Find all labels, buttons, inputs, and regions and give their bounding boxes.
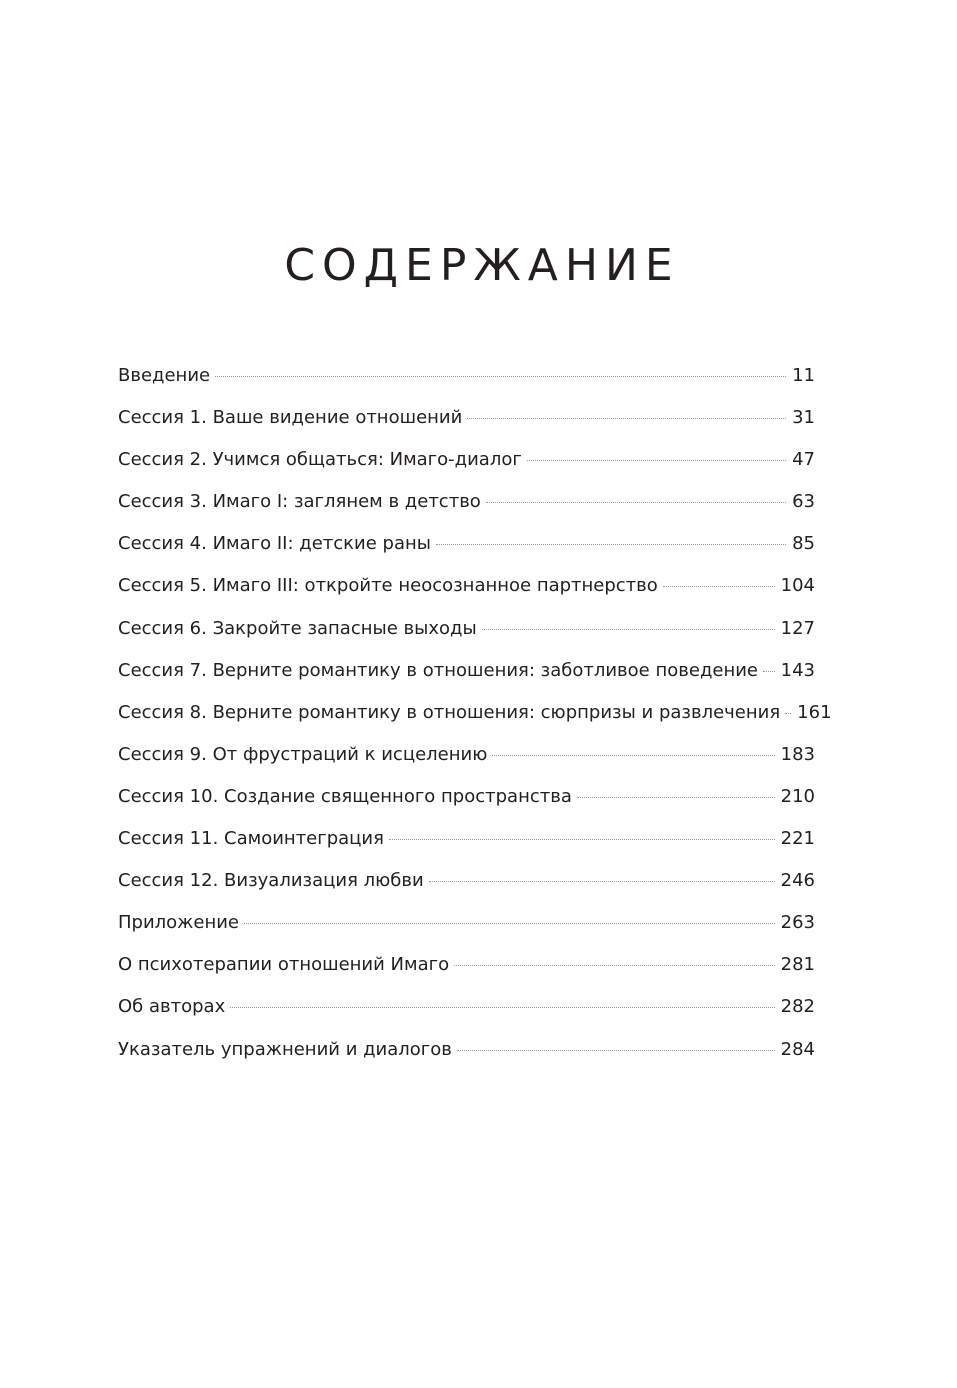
dot-leader — [215, 376, 786, 377]
toc-entry-title: Сессия 6. Закройте запасные выходы — [118, 617, 477, 639]
dot-leader — [577, 797, 775, 798]
toc-entry-title: О психотерапии отношений Имаго — [118, 954, 450, 976]
toc-entry-page-number: 143 — [780, 659, 815, 681]
toc-entry-title: Сессия 2. Учимся общаться: Имаго-диалог — [118, 449, 522, 471]
toc-entry-title: Сессия 3. Имаго I: заглянем в детство — [118, 491, 481, 513]
toc-entry — [118, 909, 815, 951]
toc-entry — [118, 446, 815, 488]
toc-entry — [118, 1036, 815, 1078]
dot-leader — [763, 671, 775, 672]
toc-entry — [118, 615, 815, 657]
dot-leader — [486, 502, 786, 503]
dot-leader — [230, 1007, 774, 1008]
dot-leader — [244, 923, 775, 924]
toc-entry-title: Сессия 11. Самоинтеграция — [118, 828, 384, 850]
toc-entry-page-number: 47 — [792, 449, 815, 471]
toc-entry-page-number: 63 — [792, 491, 815, 513]
toc-entry — [118, 783, 815, 825]
toc-entry-title: Сессия 1. Ваше видение отношений — [118, 407, 463, 429]
toc-entry-page-number: 282 — [780, 996, 815, 1018]
toc-entry-page-number: 11 — [792, 365, 815, 386]
toc-entry-page-number: 246 — [780, 870, 815, 892]
toc-entry-title: Сессия 4. Имаго II: детские раны — [118, 533, 431, 555]
toc-entry-title: Приложение — [118, 912, 240, 934]
toc-entry — [118, 825, 815, 867]
toc-entry — [118, 951, 815, 993]
toc-entry-page-number: 85 — [792, 533, 815, 555]
toc-entry — [118, 699, 832, 741]
toc-entry-title: Указатель упражнений и диалогов — [118, 1038, 452, 1060]
toc-entry-title: Сессия 7. Верните романтику в отношения: заботливое поведение — [118, 659, 759, 681]
toc-entry-page-number: 104 — [780, 575, 815, 597]
toc-entry-title: Введение — [118, 365, 211, 386]
dot-leader — [467, 418, 786, 419]
toc-entry-page-number: 31 — [792, 407, 815, 429]
toc-entry — [118, 362, 815, 404]
toc-entry-page-number: 263 — [780, 912, 815, 934]
toc-entry-page-number: 127 — [780, 617, 815, 639]
toc-entry-page-number: 210 — [780, 785, 815, 807]
toc-entry-title: Сессия 9. От фрустраций к исцелению — [118, 743, 488, 765]
toc-entry-page-number: 221 — [780, 828, 815, 850]
toc-entry-title: Сессия 8. Верните романтику в отношения: сюрпризы и развлечения — [118, 701, 781, 723]
toc-entry-page-number: 281 — [780, 954, 815, 976]
toc-entry — [118, 867, 815, 909]
table-of-contents — [118, 362, 832, 1078]
dot-leader — [527, 460, 786, 461]
dot-leader — [454, 965, 775, 966]
dot-leader — [389, 839, 775, 840]
toc-entry-page-number: 284 — [780, 1038, 815, 1060]
dot-leader — [492, 755, 774, 756]
toc-entry — [118, 572, 815, 614]
dot-leader — [436, 544, 786, 545]
toc-entry — [118, 404, 815, 446]
toc-entry-page-number: 183 — [780, 743, 815, 765]
dot-leader — [785, 713, 791, 714]
toc-entry-title: Сессия 5. Имаго III: откройте неосознанное партнерство — [118, 575, 658, 597]
dot-leader — [429, 881, 775, 882]
toc-entry — [118, 657, 815, 699]
dot-leader — [663, 586, 775, 587]
page-title: СОДЕРЖАНИЕ — [284, 240, 680, 291]
dot-leader — [482, 629, 775, 630]
toc-entry-title: Об авторах — [118, 996, 226, 1018]
toc-entry — [118, 993, 815, 1035]
dot-leader — [457, 1050, 775, 1051]
toc-entry-title: Сессия 10. Создание священного пространства — [118, 785, 572, 807]
toc-entry-page-number: 161 — [797, 701, 832, 723]
toc-entry — [118, 530, 815, 572]
toc-entry — [118, 488, 815, 530]
toc-entry — [118, 741, 815, 783]
toc-entry-title: Сессия 12. Визуализация любви — [118, 870, 424, 892]
